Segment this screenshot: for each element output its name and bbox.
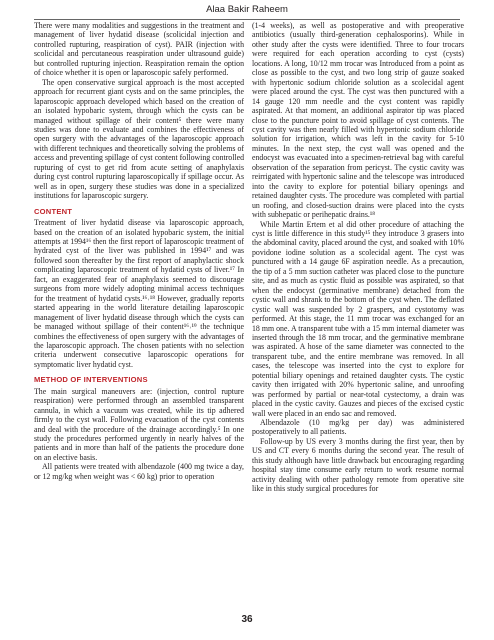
- right-paragraph-2: While Martin Ertem et al did other procedure of attaching the cyst is little difference in this study¹⁵ they introduce 3 grasers into the abdominal cavity, placed around the cyst, and soaked with 10% povidone iodine solution as a scolecidal agent. The cyst was punctured with a 14 gauge 6F aspiration needle. As a precaution, the tip of a 5 mm suction catheter was placed close to the puncture site, and as much as cystic fluid as possible was aspirated, so that when the endocyst (germinative membrane) detached from the cystic wall and shrank to the bottom of the cyst when. The deflated cystic wall was suspended by 2 graspers, and cystotomy was performed. At this stage, the 11 mm trocar was exchanged for an 18 mm one. A transparent tube with a 15 mm internal diameter was inserted through the 18 mm trocar, and the germinative membrane was aspirated. A hose of the same diameter was connected to the transparent tube, and the entire membrane was removed. In all cases, the telescope was inserted into the cyst to explore for potential biliary openings and retained daughter cysts. The cystic cavity then irrigated with 20% hypertonic saline, and unroofing was performed by partial or near-total cystectomy, a drain was placed in the cystic cavity. Gauzes and pieces of the excised cystic wall were placed in an endo sac and removed.: [252, 219, 464, 418]
- content-paragraph: Treatment of liver hydatid disease via laparoscopic approach, based on the creation of an isolated hypobaric system, the initial attempts at 1994¹⁶ then the first report of laparoscopic treatment of hydrated cyst of the liver was published in 1994¹⁷ and was followed soon thereafter by the first report of anaphylactic shock complicating laparoscopic treatment of hydatid cysts of liver.¹⁷ In fact, an exaggerated fear of anaphylaxis seemed to discourage surgeons from more widely adopting minimal access techniques for the treatment of hydatid cysts.¹⁶˒¹⁸ However, gradually reports started appearing in the world literature detailing laparoscopic management of liver hydatid disease through which the cysts can be managed without spillage of their content¹⁶˒¹⁹ the technique combines the effectiveness of open surgery with the advantages of the laparoscopic approach. The chosen patients with no selection criteria underwent consecutive laparoscopic operations for symptomatic liver hydatid cyst.: [34, 218, 244, 369]
- right-paragraph-4: Follow-up by US every 3 months during the first year, then by US and CT every 6 months during the second year. The result of this study although have little drawback but encouraging regarding hospital stay time consume early return to work resume normal activity dealing with other pathology remote from operative site like in this study surgical procedures for: [252, 436, 464, 494]
- intro-paragraph-1: There were many modalities and suggestions in the treatment and management of liver hydatid disease (scolicidal injection and controlled rupturing, reaspiration of cyst). PAIR (injection with scolicidal and percutaneous reaspiration under ultrasound guide) but controlled rupturing injection. Reaspiration remain the option of choice whether it is open or laparoscopic safely performed.: [34, 21, 244, 78]
- methods-heading: METHOD OF INTERVENTIONS: [34, 375, 148, 385]
- right-paragraph-1: (1-4 weeks), as well as postoperative and with preoperative antibiotics (usually third-generation cephalosporins). While in other study after the cysts were identified. Three to four trocars were required for each operation according to cyst (cysts) locations. A long, 10/12 mm trocar was Introduced from a point as close as possible to the cyst, and two long strip of gauze soaked with hypertonic sodium chloride solution as a scolecidal agent were placed around the cyst. The cyst was then punctured with a 14 gauge 120 mm needle and the cyst content was rapidly aspirated. At that moment, an additional aspirator tip was placed close to the puncture point to avoid spillage of cyst contents. The cyst cavity was then nearly filled with hypertonic sodium chloride solution for irrigation, which was left in the cavity for 5-10 minutes. In the next step, the cyst wall was opened and the endocyst was evacuated into a specimen-retrieval bag with careful observation of the separation from pericyst. The cystic cavity was reirrigated with hypertonic saline and the telescope was introduced into the cavity to explore for potential biliary openings and retained daughter cysts. The procedure was completed with partial un roofing, and closed-suction drains were placed into the cysts with subhepatic or perihepatic drains.¹⁸: [252, 21, 464, 220]
- left-column: [34, 21, 244, 611]
- header-rule: [34, 19, 460, 20]
- running-header: Alaa Bakir Raheem: [206, 4, 288, 15]
- right-paragraph-3: Albendazole (10 mg/kg per day) was administered postoperatively to all patients.: [252, 418, 464, 437]
- intro-paragraph-2: The open conservative surgical approach is the most accepted approach for recurrent giant cysts and on the same principles, the laparoscopic approach developed which based on the creation of an isolated hypobaric system, through which the cysts can be managed without spillage of their content⁵ there were many studies was done to evaluate and combines the effectiveness of open surgery with the advantages of the laparoscopic approach with different techniques and theoretically solving the problems of access and preventing spillage of cyst content following controlled rupturing of cyst to get rid from acute setting of anaphylaxis during cyst control rupturing laparoscopically if spillage occur. As well as in open, surgery these studies was done in a specialized institutions for laparoscopic surgery.: [34, 77, 244, 201]
- methods-paragraph-1: The main surgical maneuvers are: (injection, control rupture reaspiration) were performed through an assembled transparent cannula, in which a vacuum was created, while its tip adhered firmly to the cyst wall. Following evacuation of the cyst contents and deal with the procedure of the drainage accordingly.⁵ In one study the procedures performed urgently in nearly halves of the patients and in more than half of the patients the procedure done on an elective basis.: [34, 386, 244, 462]
- page-number: 36: [241, 614, 253, 625]
- content-heading: CONTENT: [34, 206, 73, 216]
- methods-paragraph-2: All patients were treated with albendazole (400 mg twice a day, or 12 mg/kg when weight was < 60 kg) prior to operation: [34, 462, 244, 481]
- right-column: [252, 21, 464, 611]
